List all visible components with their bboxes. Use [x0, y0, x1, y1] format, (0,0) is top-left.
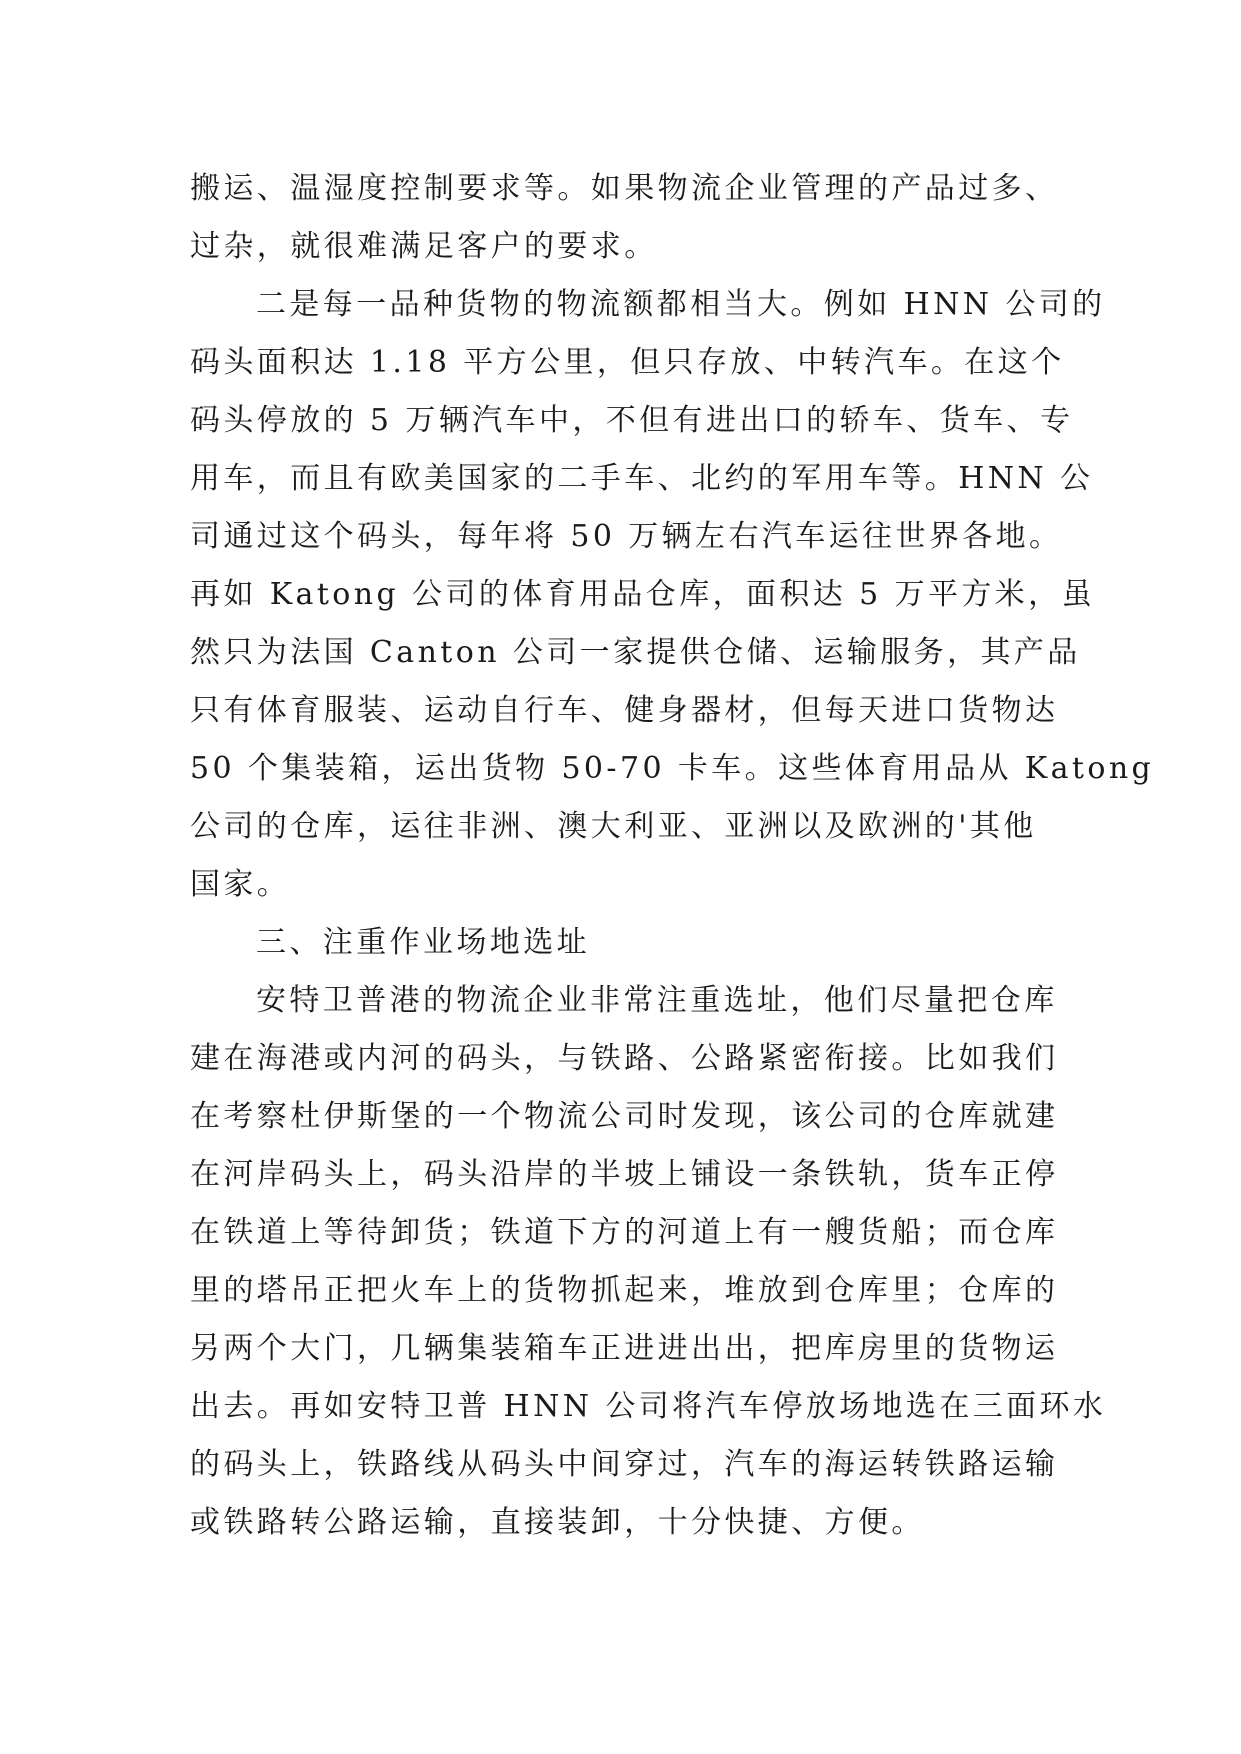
- paragraph-start-line: 二是每一品种货物的物流额都相当大。例如 HNN 公司的: [256, 287, 1106, 322]
- text-line: 建在海港或内河的码头，与铁路、公路紧密衔接。比如我们: [190, 1041, 1059, 1076]
- text-line: 里的塔吊正把火车上的货物抓起来，堆放到仓库里；仓库的: [190, 1273, 1059, 1308]
- document-body: [190, 160, 1155, 1552]
- text-line: 国家。: [190, 867, 291, 902]
- text-line: 50 个集装箱，运出货物 50-70 卡车。这些体育用品从 Katong: [190, 751, 1155, 786]
- text-line: 在河岸码头上，码头沿岸的半坡上铺设一条铁轨，货车正停: [190, 1157, 1059, 1192]
- text-line: 码头停放的 5 万辆汽车中，不但有进出口的轿车、货车、专: [190, 403, 1074, 438]
- text-line: 司通过这个码头，每年将 50 万辆左右汽车运往世界各地。: [190, 519, 1063, 554]
- text-line: 然只为法国 Canton 公司一家提供仓储、运输服务，其产品: [190, 635, 1081, 670]
- text-line: 只有体育服装、运动自行车、健身器材，但每天进口货物达: [190, 693, 1059, 728]
- text-line: 在铁道上等待卸货；铁道下方的河道上有一艘货船；而仓库: [190, 1215, 1059, 1250]
- text-line: 用车，而且有欧美国家的二手车、北约的军用车等。HNN 公: [190, 461, 1094, 496]
- text-line: 过杂，就很难满足客户的要求。: [190, 229, 658, 264]
- section-heading: 三、注重作业场地选址: [256, 925, 590, 960]
- text-line: 另两个大门，几辆集装箱车正进进出出，把库房里的货物运: [190, 1331, 1059, 1366]
- text-line: 搬运、温湿度控制要求等。如果物流企业管理的产品过多、: [190, 171, 1059, 206]
- paragraph-start-line: 安特卫普港的物流企业非常注重选址，他们尽量把仓库: [256, 983, 1058, 1018]
- text-line: 再如 Katong 公司的体育用品仓库，面积达 5 万平方米，虽: [190, 577, 1095, 612]
- text-line: 在考察杜伊斯堡的一个物流公司时发现，该公司的仓库就建: [190, 1099, 1059, 1134]
- text-line: 或铁路转公路运输，直接装卸，十分快捷、方便。: [190, 1505, 925, 1540]
- text-line: 码头面积达 1.18 平方公里，但只存放、中转汽车。在这个: [190, 345, 1065, 380]
- text-line: 出去。再如安特卫普 HNN 公司将汽车停放场地选在三面环水: [190, 1389, 1107, 1424]
- text-line: 的码头上，铁路线从码头中间穿过，汽车的海运转铁路运输: [190, 1447, 1059, 1482]
- text-line: 公司的仓库，运往非洲、澳大利亚、亚洲以及欧洲的'其他: [190, 809, 1037, 844]
